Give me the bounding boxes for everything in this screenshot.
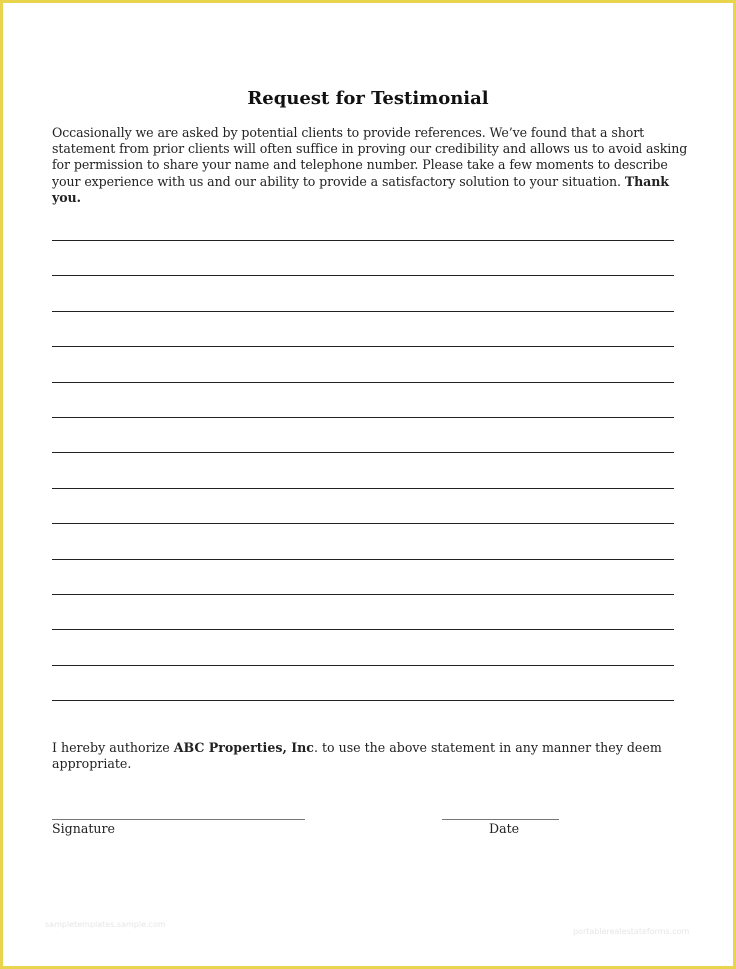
date-line[interactable] [442, 819, 559, 820]
writing-line[interactable] [52, 629, 674, 630]
authorization-paragraph [52, 740, 692, 772]
writing-line[interactable] [52, 452, 674, 453]
writing-line[interactable] [52, 275, 674, 276]
intro-paragraph [52, 125, 692, 206]
authorization-company: ABC Properties, Inc [173, 740, 314, 755]
date-label: Date [489, 821, 520, 836]
signature-line[interactable] [52, 819, 305, 820]
writing-line[interactable] [52, 594, 674, 595]
writing-line[interactable] [52, 559, 674, 560]
writing-line[interactable] [52, 240, 674, 241]
writing-line[interactable] [52, 665, 674, 666]
authorization-suffix: . to use the above statement in any manner they deem appropriate. [52, 740, 662, 772]
signature-label: Signature [52, 821, 115, 836]
writing-line[interactable] [52, 488, 674, 489]
writing-line[interactable] [52, 382, 674, 383]
writing-line[interactable] [52, 700, 674, 701]
writing-line[interactable] [52, 346, 674, 347]
writing-line[interactable] [52, 311, 674, 312]
authorization-prefix: I hereby authorize [52, 740, 174, 755]
watermark-left: sampletemplates.sample.com [45, 920, 166, 929]
intro-thank-you: Thank you. [52, 173, 669, 205]
watermark-right: portablerealestateforms.com [573, 927, 690, 936]
writing-line[interactable] [52, 523, 674, 524]
writing-line[interactable] [52, 417, 674, 418]
intro-text: Occasionally we are asked by potential clients to provide references. We’ve found that a short statement from prior clients will often suffice in proving our credibility and allows us to avoid asking for permission to share your name and telephone number. Please take a few moments to describe your experience with us and our ability to provide a satisfactory solution to your situation. [52, 125, 688, 189]
page-title: Request for Testimonial [247, 88, 489, 109]
